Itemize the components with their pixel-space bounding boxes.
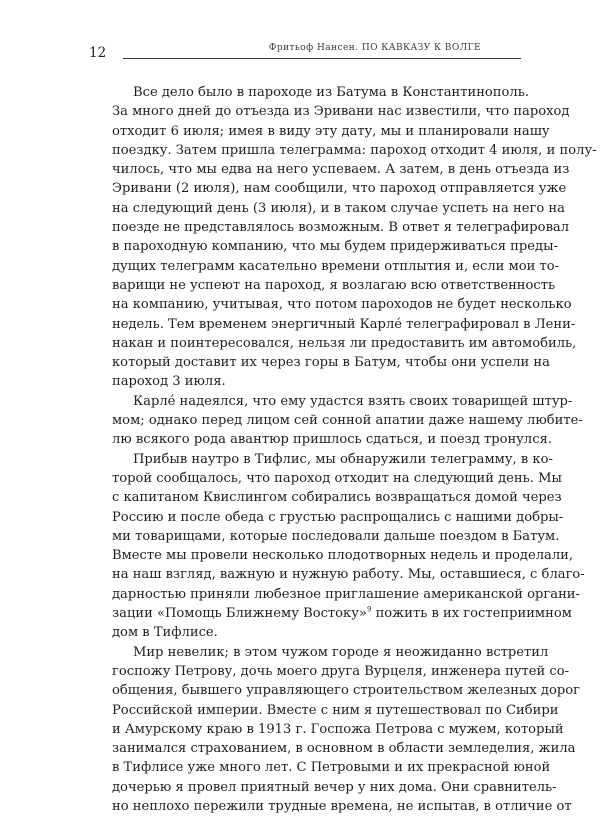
text-line: торой сообщалось, что пароход отходит на следующий день. Мы: [112, 470, 562, 486]
text-line: дочерью я провел приятный вечер у них дома. Они сравнитель-: [112, 779, 557, 795]
text-line: дом в Тифлисе.: [112, 625, 218, 641]
text-line: мом; однако перед лицом сей сонной апатии даже нашему любите-: [112, 413, 583, 429]
running-head: Фритьоф Нансен. ПО КАВКАЗУ К ВОЛГЕ: [268, 43, 482, 53]
paragraph-2: [112, 392, 583, 450]
text-line: Эривани (2 июля), нам сообщили, что пароход отправляется уже: [112, 181, 567, 197]
text-line: накан и поинтересовался, нельзя ли предоставить им автомобиль,: [112, 335, 577, 351]
text-segment: зации «Помощь Ближнему Востоку»: [112, 606, 367, 622]
text-line: варищи не успеют на пароход, я возлагаю всю ответственность: [112, 277, 556, 293]
text-line-with-footnote: [112, 604, 572, 623]
text-line: Вместе мы провели несколько плодотворных недель и проделали,: [112, 548, 574, 564]
text-line: Карле́ надеялся, что ему удастся взять своих товарищей штур-: [133, 393, 573, 409]
text-line: на наш взгляд, важную и нужную работу. Мы, оставшиеся, с благо-: [112, 567, 585, 583]
text-line: с капитаном Квислингом собирались возвращаться домой через: [112, 490, 562, 506]
text-line: лю всякого рода авантюр пришлось сдаться, и поезд тронулся.: [112, 432, 552, 448]
text-line: отходит 6 июля; имея в виду эту дату, мы и планировали нашу: [112, 123, 550, 139]
text-line: Прибыв наутро в Тифлис, мы обнаружили телеграмму, в ко-: [133, 451, 553, 467]
text-line: госпожу Петрову, дочь моего друга Вурцеля, инженера путей со-: [112, 663, 570, 679]
text-line: но неплохо пережили трудные времена, не испытав, в отличие от: [112, 798, 572, 814]
text-line: Мир невелик; в этом чужом городе я неожиданно встретил: [133, 644, 549, 660]
text-line: дарностью приняли любезное приглашение американской органи-: [112, 586, 580, 602]
text-line: дущих телеграмм касательно времени отплытия и, если мои то-: [112, 258, 560, 274]
text-segment: пожить в их гостеприимном: [371, 606, 572, 622]
text-line: занимался страхованием, в основном в области земледелия, жила: [112, 741, 576, 757]
paragraph-1: [112, 83, 597, 392]
text-line: Российской империи. Вместе с ним я путешествовал по Сибири: [112, 702, 559, 718]
page-number: 12: [89, 45, 107, 61]
text-line: Россию и после обеда с грустью распрощались с нашими добры-: [112, 509, 564, 525]
header-rule: [123, 58, 521, 59]
text-line: на следующий день (3 июля), и в таком случае успеть на него на: [112, 200, 565, 216]
footnote-marker[interactable]: 9: [366, 605, 372, 614]
text-line: ми товарищами, которые последовали дальше поездом в Батум.: [112, 528, 560, 544]
text-line: чилось, что мы едва на него успеваем. А затем, в день отъезда из: [112, 162, 570, 178]
paragraph-3: [112, 450, 585, 643]
text-line: поездку. Затем пришла телеграмма: пароход отходит 4 июля, и полу-: [112, 142, 597, 158]
text-line: в пароходную компанию, что мы будем придерживаться преды-: [112, 239, 558, 255]
text-line: Все дело было в пароходе из Батума в Константинополь.: [133, 85, 530, 100]
text-line: пароход 3 июля.: [112, 374, 226, 390]
text-line: который доставит их через горы в Батум, чтобы они успели на: [112, 355, 550, 371]
text-line: в Тифлисе уже много лет. С Петровыми и их прекрасной юной: [112, 760, 551, 776]
paragraph-4: [112, 643, 580, 816]
text-line: недель. Тем временем энергичный Карле́ телеграфировал в Лени-: [112, 316, 576, 332]
text-line: поезде не представлялось возможным. В ответ я телеграфировал: [112, 220, 570, 236]
body-text: [112, 83, 597, 816]
text-line: и Амурскому краю в 1913 г. Госпожа Петрова с мужем, который: [112, 721, 564, 737]
text-line: общения, бывшего управляющего строительством железных дорог: [112, 683, 580, 699]
text-line: на компанию, учитывая, что потом пароходов не будет несколько: [112, 297, 572, 313]
text-line: За много дней до отъезда из Эривани нас известили, что пароход: [112, 104, 570, 120]
